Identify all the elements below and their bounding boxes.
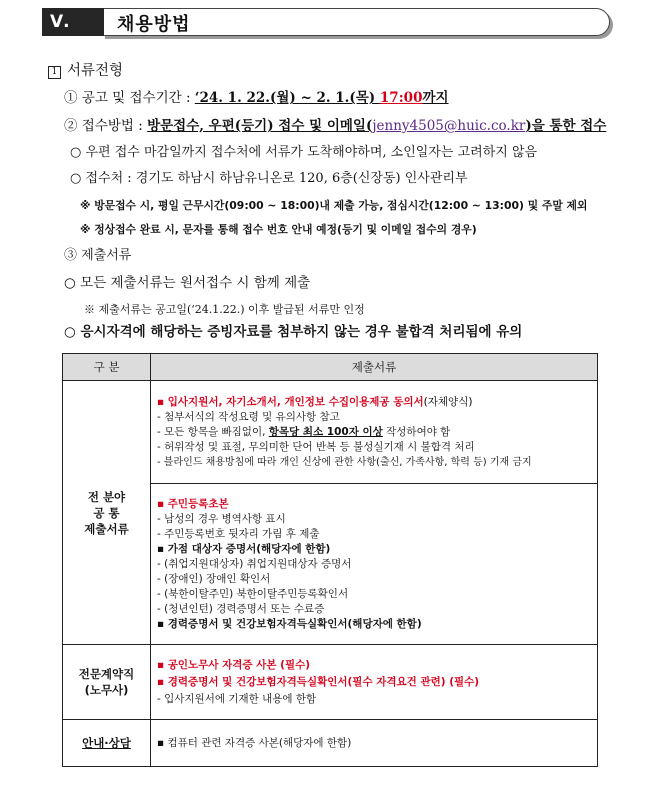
step-2-label: ② 접수방법 :	[64, 118, 148, 134]
list-item: - 모든 항목을 빠짐없이, 항목당 최소 100자 이상 작성하여야 함	[157, 425, 451, 438]
subsection-marker: 1	[48, 66, 61, 79]
category-line: 제출서류	[84, 521, 129, 536]
subsection-heading	[48, 62, 123, 80]
bullet-submit-together: ○ 모든 제출서류는 원서접수 시 함께 제출	[64, 275, 311, 291]
header-documents: 제출서류	[151, 354, 598, 381]
step-2-suffix: )을 통한 접수	[525, 118, 607, 134]
documents-table	[62, 353, 598, 767]
section-header	[42, 8, 610, 38]
list-item: ▪ 경력증명서 및 건강보험자격득실확인서(필수 자격요건 관련) (필수)	[157, 675, 480, 688]
note-receipt-number: ※ 정상접수 완료 시, 문자를 통해 접수 번호 안내 예정(등기 및 이메일 접수의 경우)	[80, 223, 477, 236]
category-line: 전문계약직	[78, 667, 135, 681]
list-item: - 주민등록번호 뒷자리 가림 후 제출	[157, 527, 320, 540]
note-visit-hours: ※ 방문접수 시, 평일 근무시간(09:00 ~ 18:00)내 제출 가능, 점심시간(12:00 ~ 13:00) 및 주말 제외	[80, 199, 588, 212]
table-row	[63, 720, 598, 767]
step-2-methods: 방문접수, 우편(등기) 접수 및 이메일(	[147, 118, 373, 134]
guidance-documents	[151, 720, 598, 767]
list-item: ▪ 경력증명서 및 건강보험자격득실확인서(해당자에 한함)	[157, 617, 422, 630]
step-2-method	[64, 117, 606, 135]
list-item: - 블라인드 채용방침에 따라 개인 신상에 관한 사항(출신, 가족사항, 학력 등) 기재 금지	[157, 456, 532, 468]
bullet-postal-deadline: ○ 우편 접수 마감일까지 접수처에 서류가 도착해야하며, 소인일자는 고려하지 않음	[70, 145, 538, 160]
list-item: - 첨부서식의 작성요령 및 유의사항 참고	[157, 410, 340, 423]
table-row	[63, 645, 598, 720]
table-row	[63, 381, 598, 484]
category-common	[63, 381, 151, 645]
list-item: ▪ 컴퓨터 관련 자격증 사본(해당자에 한함)	[157, 736, 352, 749]
list-item: - (장애인) 장애인 확인서	[157, 572, 271, 585]
category-guidance	[63, 720, 151, 767]
table-header-row	[63, 354, 598, 381]
step-1-suffix: 까지	[422, 90, 449, 106]
category-contract	[63, 645, 151, 720]
contract-documents	[151, 645, 598, 720]
list-item: - (청년인턴) 경력증명서 또는 수료증	[157, 602, 325, 615]
common-group-2	[151, 484, 598, 645]
note-issue-date: ※ 제출서류는 공고일(‘24.1.22.) 이후 발급된 서류만 인정	[84, 303, 365, 316]
step-1-time: 17:00	[379, 90, 423, 106]
category-line: 안내·상담	[82, 736, 131, 750]
section-title-bar	[102, 8, 610, 36]
header-category: 구 분	[63, 354, 151, 381]
step-1-period	[64, 89, 449, 107]
step-1-dates: ‘24. 1. 22.(월) ~ 2. 1.(목)	[194, 90, 380, 106]
step-1-label: ① 공고 및 접수기간 :	[64, 90, 195, 106]
list-item: ▪ 주민등록초본	[157, 497, 229, 510]
step-3-documents: ③ 제출서류	[64, 248, 132, 263]
email-link[interactable]: jenny4505@huic.co.kr	[372, 118, 526, 134]
list-item: - 허위작성 및 표절, 무의미한 단어 반복 등 불성실기재 시 불합격 처리	[157, 440, 475, 453]
section-number: Ⅴ.	[42, 8, 104, 36]
list-item: - (취업지원대상자) 취업지원대상자 증명서	[157, 557, 352, 570]
list-item: ▪ 공인노무사 자격증 사본 (필수)	[157, 658, 311, 671]
subsection-title: 서류전형	[67, 63, 124, 79]
bullet-proof-warning: ○ 응시자격에 해당하는 증빙자료를 첨부하지 않는 경우 불합격 처리됨에 유의	[64, 324, 523, 340]
category-line: (노무사)	[84, 683, 129, 697]
category-line: 공 통	[93, 505, 120, 520]
common-group-1	[151, 381, 598, 484]
category-line: 전 분야	[87, 489, 126, 504]
list-item: - 입사지원서에 기재한 내용에 한함	[157, 692, 317, 705]
list-item: - 남성의 경우 병역사항 표시	[157, 512, 286, 525]
list-item: - (북한이탈주민) 북한이탈주민등록확인서	[157, 587, 349, 600]
list-item: ▪ 가점 대상자 증명서(해당자에 한함)	[157, 542, 331, 555]
list-item: ▪ 입사지원서, 자기소개서, 개인정보 수집이용제공 동의서(자체양식)	[157, 395, 473, 408]
bullet-address: ○ 접수처 : 경기도 하남시 하남유니온로 120, 6층(신장동) 인사관리부	[70, 171, 468, 186]
section-title: 채용방법	[117, 14, 191, 35]
